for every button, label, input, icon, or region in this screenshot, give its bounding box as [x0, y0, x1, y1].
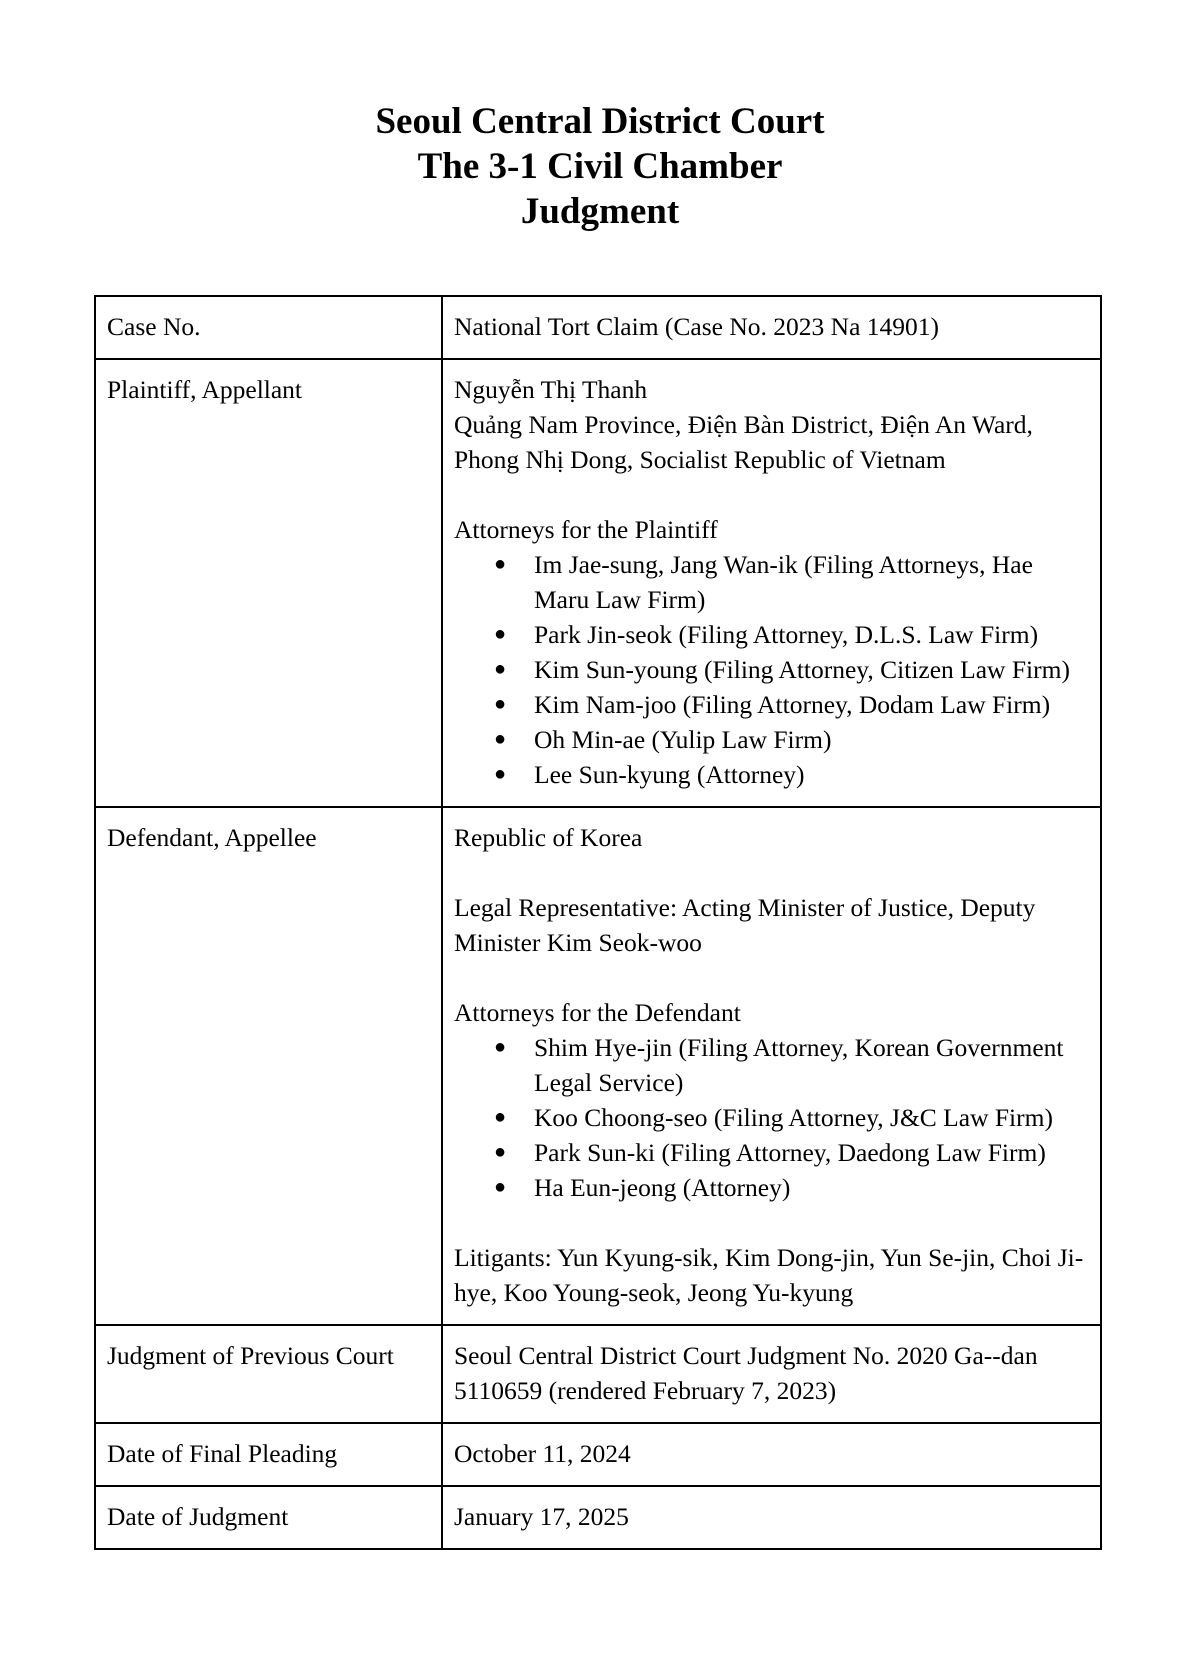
plaintiff-attorneys-heading: Attorneys for the Plaintiff [454, 515, 718, 544]
plaintiff-label: Plaintiff, Appellant [95, 359, 442, 807]
judgment-date-value: January 17, 2025 [442, 1486, 1101, 1549]
defendant-name: Republic of Korea [454, 823, 643, 852]
list-item: ● Kim Nam-joo (Filing Attorney, Dodam Law Firm) [534, 687, 1090, 722]
defendant-details [442, 807, 1101, 1325]
previous-judgment-row [95, 1325, 1101, 1423]
previous-judgment-label: Judgment of Previous Court [95, 1325, 442, 1423]
list-item: ● Koo Choong-seo (Filing Attorney, J&C Law Firm) [534, 1100, 1090, 1135]
previous-judgment-value: Seoul Central District Court Judgment No. 2020 Ga--dan 5110659 (rendered February 7, 2023) [442, 1325, 1101, 1423]
list-item: ● Park Jin-seok (Filing Attorney, D.L.S. Law Firm) [534, 617, 1090, 652]
judgment-date-row [95, 1486, 1101, 1549]
list-item: ● Park Sun-ki (Filing Attorney, Daedong Law Firm) [534, 1135, 1090, 1170]
litigants: Litigants: Yun Kyung-sik, Kim Dong-jin, Yun Se-jin, Choi Ji-hye, Koo Young-seok, Jeong Yu-kyung [454, 1243, 1084, 1307]
list-item: ● Kim Sun-young (Filing Attorney, Citizen Law Firm) [534, 652, 1090, 687]
document-title [0, 99, 1200, 234]
final-pleading-row [95, 1423, 1101, 1486]
case-no-row [95, 296, 1101, 359]
defendant-row [95, 807, 1101, 1325]
list-item: ● Lee Sun-kyung (Attorney) [534, 757, 1090, 792]
plaintiff-details [442, 359, 1101, 807]
plaintiff-name: Nguyễn Thị Thanh [454, 375, 648, 404]
judgment-date-label: Date of Judgment [95, 1486, 442, 1549]
plaintiff-address-line-2: Phong Nhị Dong, Socialist Republic of Vietnam [454, 445, 946, 474]
case-no-value: National Tort Claim (Case No. 2023 Na 14901) [442, 296, 1101, 359]
chamber-name: The 3-1 Civil Chamber [417, 146, 783, 187]
defendant-representative: Legal Representative: Acting Minister of Justice, Deputy Minister Kim Seok-woo [454, 893, 1036, 957]
case-details-table [94, 295, 1102, 1550]
plaintiff-attorney-list [454, 547, 1090, 792]
list-item: ● Oh Min-ae (Yulip Law Firm) [534, 722, 1090, 757]
list-item: ● Shim Hye-jin (Filing Attorney, Korean Government Legal Service) [534, 1030, 1090, 1100]
plaintiff-address-line-1: Quảng Nam Province, Điện Bàn District, Điện An Ward, [454, 410, 1033, 439]
final-pleading-value: October 11, 2024 [442, 1423, 1101, 1486]
list-item: ● Ha Eun-jeong (Attorney) [534, 1170, 1090, 1205]
final-pleading-label: Date of Final Pleading [95, 1423, 442, 1486]
plaintiff-row [95, 359, 1101, 807]
defendant-attorney-list [454, 1030, 1090, 1205]
defendant-attorneys-heading: Attorneys for the Defendant [454, 998, 741, 1027]
list-item: ● Im Jae-sung, Jang Wan-ik (Filing Attorneys, Hae Maru Law Firm) [534, 547, 1090, 617]
court-name: Seoul Central District Court [375, 101, 825, 142]
document-type: Judgment [520, 191, 680, 232]
defendant-label: Defendant, Appellee [95, 807, 442, 1325]
case-no-label: Case No. [95, 296, 442, 359]
